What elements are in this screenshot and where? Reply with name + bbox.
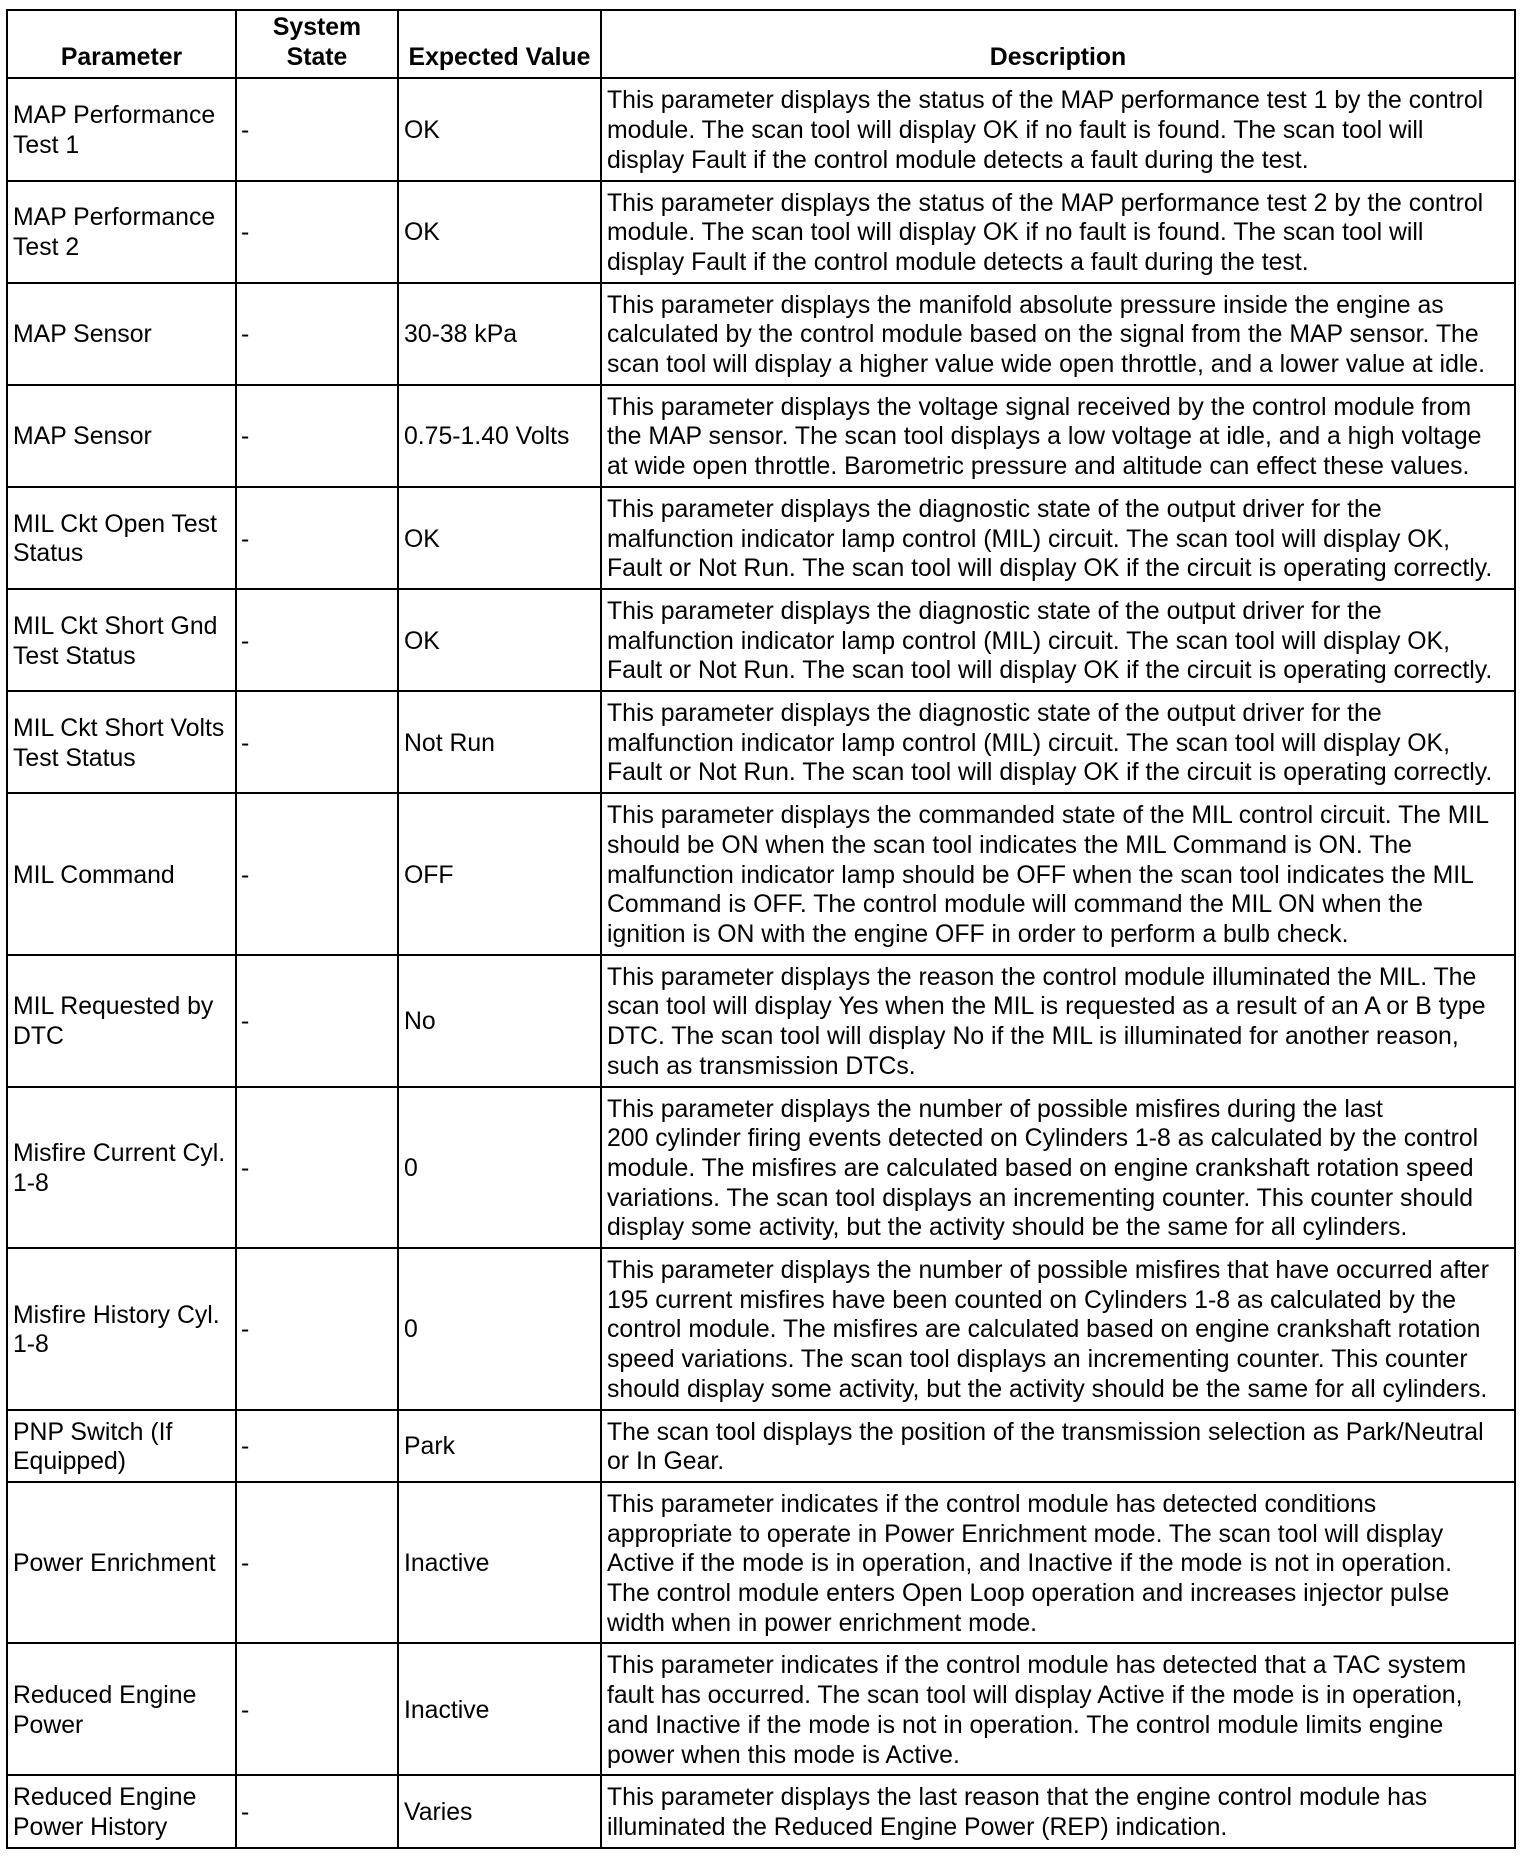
description-line: This parameter displays the number of possible misfires during the last bbox=[607, 1095, 1383, 1123]
table-row bbox=[7, 955, 1515, 1087]
expected-value-cell bbox=[398, 385, 601, 487]
description-line: and Inactive if the mode is not in operation. The control module limits engine bbox=[607, 1711, 1444, 1739]
parameter-name-line: Power bbox=[13, 1711, 84, 1739]
system-state-cell bbox=[236, 1410, 398, 1482]
parameter-name-line: Power History bbox=[13, 1813, 168, 1841]
description-line: such as transmission DTCs. bbox=[607, 1052, 916, 1080]
description-line: illuminated the Reduced Engine Power (REP) indication. bbox=[607, 1813, 1228, 1841]
parameter-cell bbox=[7, 793, 236, 955]
parameter-name-line: MAP Performance bbox=[13, 204, 216, 232]
description-line: malfunction indicator lamp control (MIL) circuit. The scan tool will display OK, bbox=[607, 627, 1450, 655]
expected-value: 0 bbox=[404, 1316, 418, 1344]
parameter-name-line: Reduced Engine bbox=[13, 1682, 197, 1710]
table-row bbox=[7, 487, 1515, 589]
system-state-value: - bbox=[241, 1316, 250, 1344]
description-line: or In Gear. bbox=[607, 1448, 725, 1476]
system-state-value: - bbox=[241, 423, 250, 451]
description-line: should be ON when the scan tool indicates the MIL Command is ON. The bbox=[607, 831, 1412, 859]
parameter-name-line: MAP Sensor bbox=[13, 423, 152, 451]
header-expected-value bbox=[398, 10, 601, 78]
expected-value: OK bbox=[404, 117, 440, 145]
description-line: malfunction indicator lamp control (MIL) circuit. The scan tool will display OK, bbox=[607, 729, 1450, 757]
parameter-name-line: Status bbox=[13, 540, 84, 568]
description-line: Fault or Not Run. The scan tool will display OK if the circuit is operating correctly. bbox=[607, 657, 1493, 685]
expected-value-cell bbox=[398, 1248, 601, 1410]
description-line: control module. The misfires are calculated based on engine crankshaft rotation bbox=[607, 1316, 1481, 1344]
parameter-cell bbox=[7, 1087, 236, 1249]
system-state-value: - bbox=[241, 219, 250, 247]
expected-value-cell bbox=[398, 283, 601, 385]
parameter-cell bbox=[7, 385, 236, 487]
description-line: display Fault if the control module detects a fault during the test. bbox=[607, 248, 1309, 276]
header-row bbox=[7, 10, 1515, 78]
description-line: This parameter displays the number of possible misfires that have occurred after bbox=[607, 1257, 1490, 1285]
expected-value: OK bbox=[404, 627, 440, 655]
expected-value: 30-38 kPa bbox=[404, 321, 518, 349]
parameter-cell bbox=[7, 1410, 236, 1482]
description-line: This parameter indicates if the control module has detected conditions bbox=[607, 1490, 1377, 1518]
parameter-cell bbox=[7, 691, 236, 793]
system-state-value: - bbox=[241, 1799, 250, 1827]
description-line: 195 current misfires have been counted on Cylinders 1-8 as calculated by the bbox=[607, 1286, 1457, 1314]
description-line: module. The scan tool will display OK if no fault is found. The scan tool will bbox=[607, 117, 1424, 145]
parameter-name-line: PNP Switch (If bbox=[13, 1418, 173, 1446]
parameter-name-line: MIL Requested by bbox=[13, 993, 214, 1021]
description-line: This parameter displays the status of the MAP performance test 2 by the control bbox=[607, 189, 1484, 217]
expected-value: OK bbox=[404, 525, 440, 553]
parameter-name-line: Equipped) bbox=[13, 1448, 127, 1476]
description-line: width when in power enrichment mode. bbox=[607, 1609, 1038, 1637]
system-state-cell bbox=[236, 1482, 398, 1644]
system-state-cell bbox=[236, 487, 398, 589]
description-line: This parameter displays the commanded state of the MIL control circuit. The MIL bbox=[607, 802, 1490, 830]
parameter-name-line: MIL Ckt Short Gnd bbox=[13, 612, 218, 640]
system-state-cell bbox=[236, 1248, 398, 1410]
parameter-cell bbox=[7, 589, 236, 691]
description-cell bbox=[601, 283, 1515, 385]
system-state-cell bbox=[236, 1775, 398, 1847]
description-cell bbox=[601, 385, 1515, 487]
parameter-table bbox=[6, 9, 1516, 1849]
description-line: display Fault if the control module detects a fault during the test. bbox=[607, 146, 1309, 174]
expected-value: OFF bbox=[404, 861, 454, 889]
description-cell bbox=[601, 1482, 1515, 1644]
expected-value-cell bbox=[398, 1410, 601, 1482]
expected-value-cell bbox=[398, 1087, 601, 1249]
system-state-cell bbox=[236, 1087, 398, 1249]
system-state-cell bbox=[236, 955, 398, 1087]
expected-value-cell bbox=[398, 1643, 601, 1775]
description-line: DTC. The scan tool will display No if the MIL is illuminated for another reason, bbox=[607, 1023, 1459, 1051]
description-cell bbox=[601, 1410, 1515, 1482]
description-line: This parameter displays the diagnostic state of the output driver for the bbox=[607, 597, 1382, 625]
table-body bbox=[7, 78, 1515, 1847]
system-state-value: - bbox=[241, 627, 250, 655]
description-cell bbox=[601, 1248, 1515, 1410]
description-line: speed variations. The scan tool displays an incrementing counter. This counter bbox=[607, 1346, 1468, 1374]
description-cell bbox=[601, 589, 1515, 691]
description-cell bbox=[601, 181, 1515, 283]
table-row bbox=[7, 691, 1515, 793]
description-line: This parameter displays the diagnostic state of the output driver for the bbox=[607, 700, 1382, 728]
parameter-name-line: Test 1 bbox=[13, 131, 80, 159]
parameter-name-line: Misfire History Cyl. bbox=[13, 1301, 220, 1329]
parameter-cell bbox=[7, 487, 236, 589]
description-line: at wide open throttle. Barometric pressure and altitude can effect these values. bbox=[607, 453, 1470, 481]
parameter-cell bbox=[7, 1482, 236, 1644]
description-line: ignition is ON with the engine OFF in order to perform a bulb check. bbox=[607, 920, 1349, 948]
system-state-value: - bbox=[241, 321, 250, 349]
description-line: appropriate to operate in Power Enrichment mode. The scan tool will display bbox=[607, 1520, 1444, 1548]
description-line: module. The scan tool will display OK if no fault is found. The scan tool will bbox=[607, 219, 1424, 247]
system-state-cell bbox=[236, 1643, 398, 1775]
description-line: scan tool will display Yes when the MIL is requested as a result of an A or B type bbox=[607, 993, 1486, 1021]
header-system-state-label-line: State bbox=[286, 43, 348, 71]
parameter-cell bbox=[7, 78, 236, 180]
expected-value: Varies bbox=[404, 1799, 473, 1827]
table-row bbox=[7, 283, 1515, 385]
parameter-cell bbox=[7, 1775, 236, 1847]
system-state-value: - bbox=[241, 1697, 250, 1724]
description-cell bbox=[601, 487, 1515, 589]
expected-value-cell bbox=[398, 589, 601, 691]
parameter-name-line: DTC bbox=[13, 1023, 64, 1051]
expected-value-cell bbox=[398, 78, 601, 180]
description-line: module. The misfires are calculated based on engine crankshaft rotation speed bbox=[607, 1154, 1474, 1182]
description-line: The scan tool displays the position of the transmission selection as Park/Neutral bbox=[607, 1418, 1484, 1446]
expected-value: Not Run bbox=[404, 729, 495, 757]
expected-value-cell bbox=[398, 691, 601, 793]
description-line: power when this mode is Active. bbox=[607, 1741, 960, 1769]
table-row bbox=[7, 589, 1515, 691]
expected-value-cell bbox=[398, 955, 601, 1087]
parameter-cell bbox=[7, 181, 236, 283]
system-state-value: - bbox=[241, 1154, 250, 1182]
parameter-name-line: Test Status bbox=[13, 642, 136, 670]
parameter-name-line: 1-8 bbox=[13, 1169, 49, 1197]
parameter-name-line: Test Status bbox=[13, 744, 136, 772]
expected-value: 0 bbox=[404, 1154, 418, 1182]
system-state-value: - bbox=[241, 1550, 250, 1578]
description-line: This parameter displays the manifold absolute pressure inside the engine as bbox=[607, 291, 1444, 319]
system-state-value: - bbox=[241, 525, 250, 553]
expected-value: 0.75-1.40 Volts bbox=[404, 423, 570, 451]
description-line: should display some activity, but the activity should be the same for all cylinders. bbox=[607, 1375, 1488, 1403]
parameter-name-line: Test 2 bbox=[13, 234, 80, 262]
description-line: scan tool will display a higher value wide open throttle, and a lower value at idle. bbox=[607, 351, 1486, 379]
header-description-label: Description bbox=[989, 43, 1127, 71]
expected-value: No bbox=[404, 1008, 436, 1036]
parameter-name-line: MIL Command bbox=[13, 861, 175, 889]
description-cell bbox=[601, 1643, 1515, 1775]
description-line: Active if the mode is in operation, and Inactive if the mode is not in operation. bbox=[607, 1550, 1452, 1578]
description-line: 200 cylinder firing events detected on Cylinders 1-8 as calculated by the control bbox=[607, 1125, 1479, 1153]
table-row bbox=[7, 1482, 1515, 1644]
parameter-cell bbox=[7, 283, 236, 385]
header-description bbox=[601, 10, 1515, 78]
description-line: This parameter displays the voltage signal received by the control module from bbox=[607, 393, 1472, 421]
system-state-cell bbox=[236, 181, 398, 283]
system-state-cell bbox=[236, 78, 398, 180]
description-line: the MAP sensor. The scan tool displays a low voltage at idle, and a high voltage bbox=[607, 423, 1482, 451]
description-line: fault has occurred. The scan tool will display Active if the mode is in operation, bbox=[607, 1682, 1463, 1710]
description-line: The control module enters Open Loop operation and increases injector pulse bbox=[607, 1580, 1450, 1608]
table-header bbox=[7, 10, 1515, 78]
parameter-name-line: MAP Performance bbox=[13, 102, 216, 130]
parameter-name-line: Power Enrichment bbox=[13, 1550, 216, 1578]
description-cell bbox=[601, 955, 1515, 1087]
table-row bbox=[7, 78, 1515, 180]
table-row bbox=[7, 181, 1515, 283]
system-state-cell bbox=[236, 283, 398, 385]
description-line: This parameter indicates if the control module has detected that a TAC system bbox=[607, 1652, 1467, 1680]
description-line: This parameter displays the status of the MAP performance test 1 by the control bbox=[607, 87, 1484, 115]
description-line: calculated by the control module based on the signal from the MAP sensor. The bbox=[607, 321, 1479, 349]
expected-value: Inactive bbox=[404, 1697, 490, 1724]
expected-value: Park bbox=[404, 1433, 455, 1461]
expected-value: Inactive bbox=[404, 1550, 490, 1578]
parameter-name-line: MIL Ckt Short Volts bbox=[13, 714, 225, 742]
parameter-name-line: 1-8 bbox=[13, 1331, 49, 1359]
expected-value-cell bbox=[398, 1482, 601, 1644]
description-line: malfunction indicator lamp control (MIL) circuit. The scan tool will display OK, bbox=[607, 525, 1450, 553]
table-row bbox=[7, 1248, 1515, 1410]
parameter-cell bbox=[7, 1248, 236, 1410]
expected-value-cell bbox=[398, 487, 601, 589]
expected-value-cell bbox=[398, 793, 601, 955]
system-state-cell bbox=[236, 589, 398, 691]
parameter-name-line: Misfire Current Cyl. bbox=[13, 1140, 226, 1168]
expected-value: OK bbox=[404, 219, 440, 247]
system-state-value: - bbox=[241, 1008, 250, 1036]
header-parameter-label: Parameter bbox=[60, 43, 183, 71]
description-line: display some activity, but the activity should be the same for all cylinders. bbox=[607, 1214, 1408, 1242]
system-state-value: - bbox=[241, 729, 250, 757]
description-line: This parameter displays the last reason that the engine control module has bbox=[607, 1784, 1428, 1812]
description-cell bbox=[601, 691, 1515, 793]
header-parameter bbox=[7, 10, 236, 78]
expected-value-cell bbox=[398, 1775, 601, 1847]
header-system-state bbox=[236, 10, 398, 78]
table-row bbox=[7, 1643, 1515, 1775]
system-state-cell bbox=[236, 385, 398, 487]
description-cell bbox=[601, 793, 1515, 955]
system-state-cell bbox=[236, 691, 398, 793]
header-system-state-label-line: System bbox=[272, 14, 362, 41]
table-row bbox=[7, 1410, 1515, 1482]
system-state-value: - bbox=[241, 1433, 250, 1461]
description-cell bbox=[601, 1775, 1515, 1847]
system-state-value: - bbox=[241, 117, 250, 145]
table-row bbox=[7, 793, 1515, 955]
description-line: This parameter displays the diagnostic state of the output driver for the bbox=[607, 495, 1382, 523]
table-row bbox=[7, 1087, 1515, 1249]
description-line: Command is OFF. The control module will command the MIL ON when the bbox=[607, 891, 1423, 919]
parameter-name-line: MAP Sensor bbox=[13, 321, 152, 349]
table-row bbox=[7, 385, 1515, 487]
parameter-name-line: Reduced Engine bbox=[13, 1784, 197, 1812]
description-cell bbox=[601, 78, 1515, 180]
description-line: Fault or Not Run. The scan tool will display OK if the circuit is operating correctly. bbox=[607, 555, 1493, 583]
expected-value-cell bbox=[398, 181, 601, 283]
description-cell bbox=[601, 1087, 1515, 1249]
system-state-value: - bbox=[241, 861, 250, 889]
description-line: Fault or Not Run. The scan tool will display OK if the circuit is operating correctly. bbox=[607, 759, 1493, 787]
description-line: malfunction indicator lamp should be OFF when the scan tool indicates the MIL bbox=[607, 861, 1474, 889]
parameter-cell bbox=[7, 1643, 236, 1775]
system-state-cell bbox=[236, 793, 398, 955]
description-line: variations. The scan tool displays an incrementing counter. This counter should bbox=[607, 1184, 1474, 1212]
table-row bbox=[7, 1775, 1515, 1847]
description-line: This parameter displays the reason the control module illuminated the MIL. The bbox=[607, 963, 1477, 991]
parameter-name-line: MIL Ckt Open Test bbox=[13, 510, 217, 538]
parameter-cell bbox=[7, 955, 236, 1087]
header-expected-value-label: Expected Value bbox=[408, 43, 591, 71]
